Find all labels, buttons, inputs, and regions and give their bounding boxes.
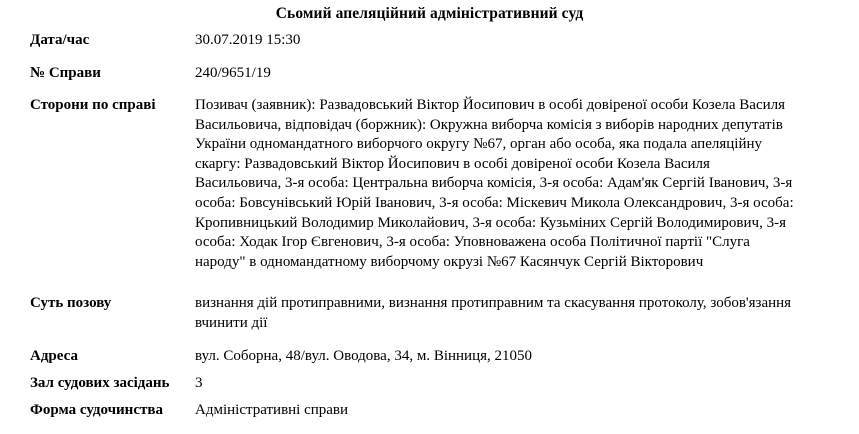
proceeding-form-value: Адміністративні справи: [195, 402, 349, 418]
claim-value: визнання дій протиправними, визнання протиправним та скасування протоколу, зобов'язання вчинити дії: [195, 295, 792, 331]
claim-cell: [193, 293, 846, 346]
proceeding-form-label: Форма судочинства: [30, 402, 163, 418]
claim-label: Суть позову: [30, 295, 112, 311]
case-number-value: 240/9651/19: [195, 65, 271, 81]
case-number-label: № Справи: [30, 65, 101, 81]
row-date: [26, 30, 846, 63]
address-label: Адреса: [30, 348, 78, 364]
date-value: 30.07.2019 15:30: [195, 32, 301, 48]
courtroom-value: 3: [195, 375, 203, 391]
address-value: вул. Соборна, 48/вул. Оводова, 34, м. Вінниця, 21050: [195, 348, 533, 364]
parties-value: Позивач (заявник): Развадовський Віктор Йосипович в особі довіреної особи Козела Василя Васильовича, відповідач (боржник): Окружна виборча комісія з виборів народних депутатів України одномандатного виборчого округу №67, орган або особа, яка подала апеляційну скаргу: Развадовський Віктор Йосипович в особі довіреної особи Козела Василя Васильовича, 3-я особа: Центральна виборча комісія, 3-я особа: Адам'як Сергій Іванович, 3-я особа: Бовсунівський Юрій Іванович, 3-я особа: Міскевич Микола Олександрович, 3-я особа: Кропивницький Володимир Миколайович, 3-я особа: Кузьміних Сергій Володимирович, 3-я особа: Ходак Ігор Євгенович, 3-я особа: Уповноважена особа Політичної партії "Слуга народу" в одномандатному виборчому окрузі №67 Касянчук Сергій Вікторович: [195, 97, 794, 270]
row-claim: [26, 293, 846, 346]
date-label: Дата/час: [30, 32, 90, 48]
parties-label: Сторони по справі: [30, 97, 156, 113]
parties-cell: [193, 95, 846, 293]
hearing-info-table: [26, 30, 846, 427]
row-case-number: [26, 63, 846, 95]
courtroom-label: Зал судових засідань: [30, 375, 170, 391]
row-proceeding-form: [26, 400, 846, 427]
row-address: [26, 346, 846, 373]
row-parties: [26, 95, 846, 293]
row-courtroom: [26, 373, 846, 400]
court-title: Сьомий апеляційний адміністративний суд: [275, 5, 584, 22]
